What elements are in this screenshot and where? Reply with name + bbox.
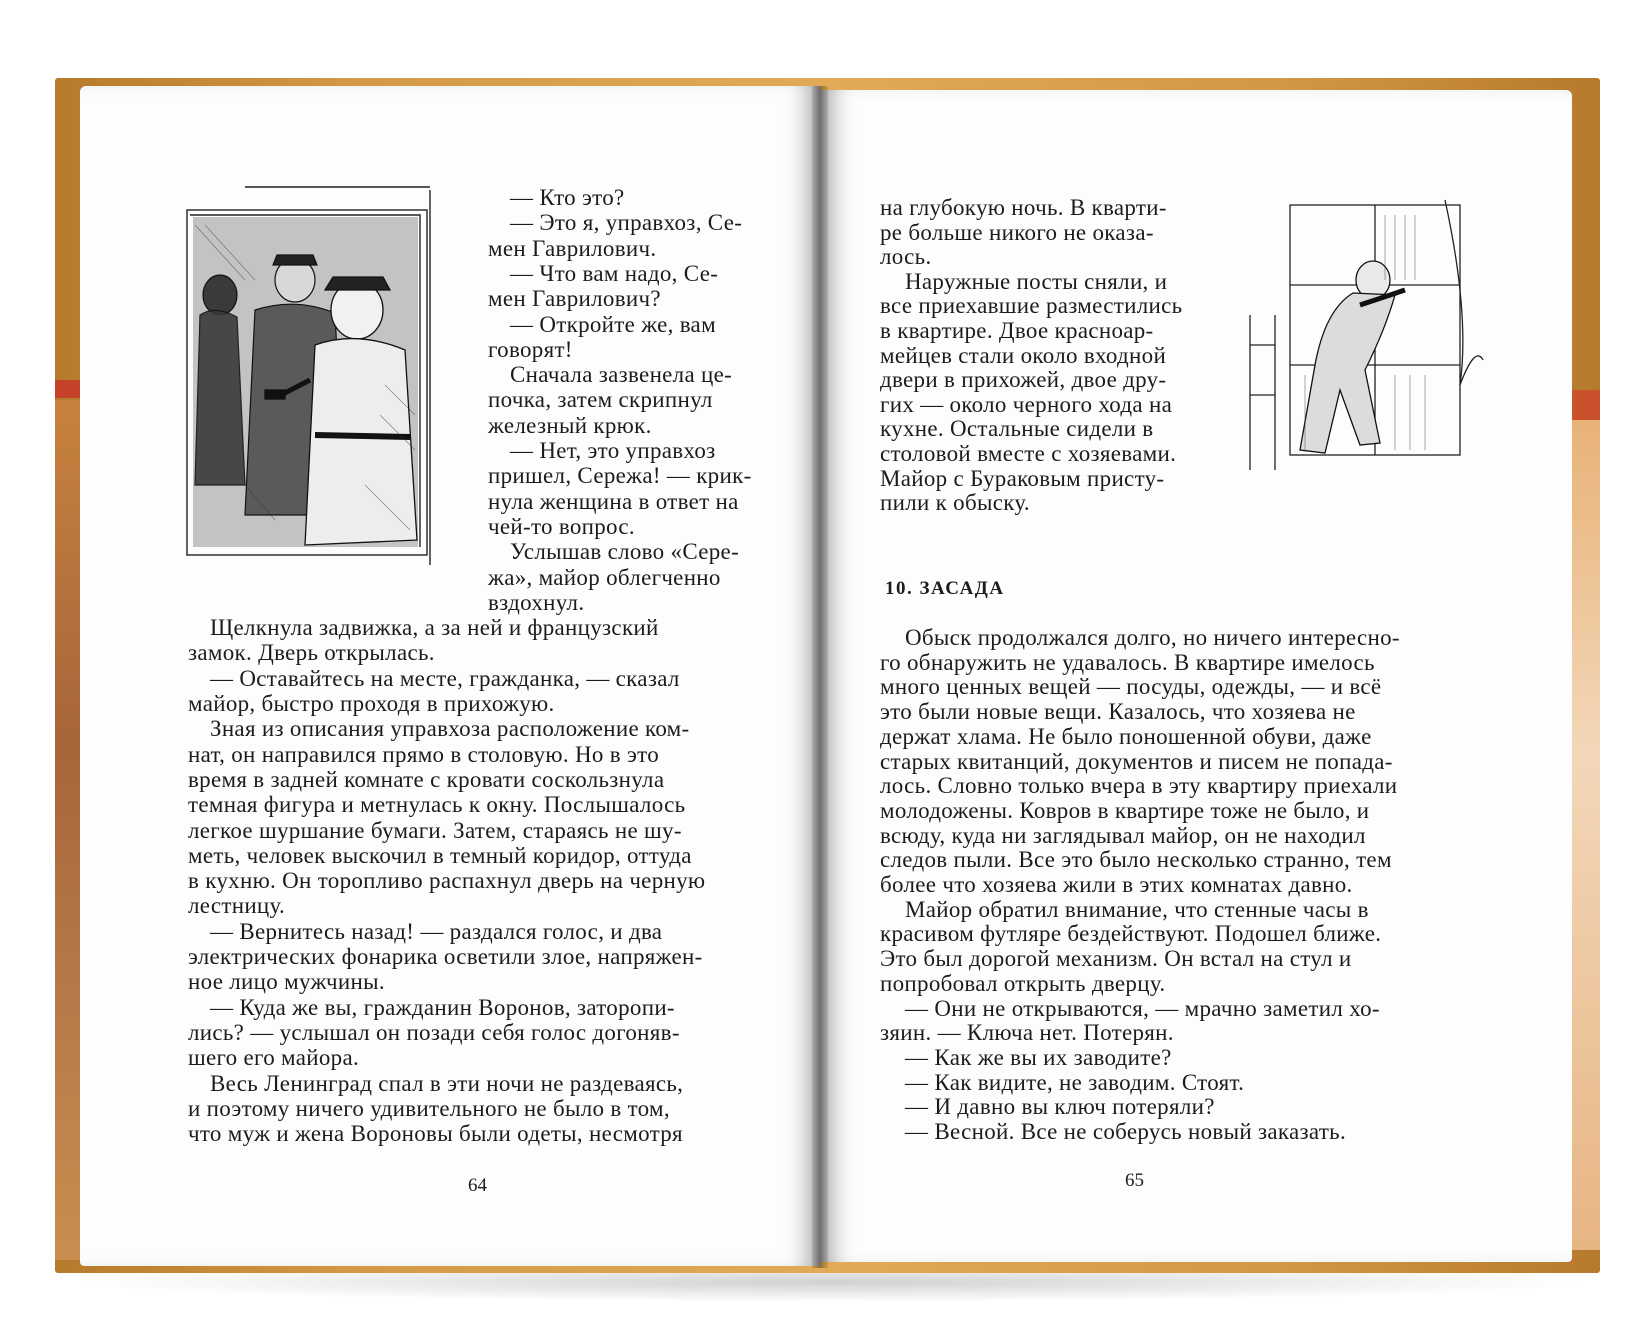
text-line: — Нет, это управхоз [510, 438, 716, 463]
text-line: говорят! [488, 336, 573, 362]
page-number-right: 65 [1125, 1170, 1144, 1191]
text-line: и поэтому ничего удивительного не было в том, [188, 1095, 670, 1121]
text-line: лестницу. [188, 893, 286, 919]
text-line: нат, он направился прямо в столовую. Но в это [188, 741, 659, 767]
text-line: Весь Ленинград спал в эти ночи не раздеваясь, [210, 1070, 684, 1096]
text-line: всюду, куда ни заглядывал майор, он не находил [880, 822, 1366, 848]
text-line: Щелкнула задвижка, а за ней и французский [210, 615, 659, 641]
text-line: старых квитанций, документов и писем не попада- [880, 748, 1393, 774]
text-line: замок. Дверь открылась. [188, 640, 435, 666]
cover-left-edge [55, 400, 81, 1260]
text-line: — Кто это? [510, 185, 625, 210]
text-line: Майор обратил внимание, что стенные часы в [905, 896, 1369, 922]
text-line: пришел, Сережа! — крик- [488, 463, 752, 489]
text-line: Зная из описания управхоза расположение ком- [210, 716, 690, 742]
text-line: ное лицо мужчины. [188, 969, 385, 995]
text-line: это были новые вещи. Казалось, что хозяева не [880, 699, 1356, 725]
text-line: — Весной. Все не соберусь новый заказать. [905, 1119, 1347, 1144]
text-line: более что хозяева жили в этих комнатах давно. [880, 872, 1353, 897]
text-line: следов пыли. Все это было несколько странно, тем [880, 847, 1392, 873]
text-line: Это был дорогой механизм. Он встал на стул и [880, 946, 1352, 972]
cover-right-edge [1568, 420, 1600, 1250]
text-line: лись? — услышал он позади себя голос догоняв- [188, 1019, 680, 1045]
text-line: — Вернитесь назад! — раздался голос, и два [210, 918, 663, 944]
illustration-officers-at-door [185, 185, 470, 580]
chapter-heading: 10. ЗАСАДА [885, 578, 1005, 599]
text-line: Обыск продолжался долго, но ничего интересно- [905, 625, 1400, 650]
text-line: мен Гаврилович? [488, 286, 661, 312]
illustration-man-at-window [1245, 195, 1485, 480]
text-line: мейцев стали около входной [880, 342, 1167, 368]
text-line: шего его майора. [188, 1045, 360, 1071]
text-line: го обнаружить не удавалось. В квартире имелось [880, 649, 1375, 675]
text-line: пили к обыску. [880, 490, 1030, 516]
text-line: чей-то вопрос. [488, 513, 635, 539]
text-line: Наружные посты сняли, и [905, 268, 1168, 294]
text-line: — Они не открываются, — мрачно заметил хо- [905, 995, 1380, 1021]
text-line: майор, быстро проходя в прихожую. [188, 691, 555, 716]
text-line: в кухню. Он торопливо распахнул дверь на черную [188, 868, 706, 894]
text-line: молодожены. Ковров в квартире тоже не было, и [880, 797, 1370, 823]
text-line: столовой вместе с хозяевами. [880, 441, 1177, 466]
text-line: держат хлама. Не было поношенной обуви, даже [880, 723, 1372, 749]
text-line: все приехавшие разместились [880, 293, 1183, 319]
text-line: — Это я, управхоз, Се- [510, 210, 743, 236]
text-line: темная фигура и метнулась к окну. Послышалось [188, 792, 686, 818]
text-line: лось. Словно только вчера в эту квартиру приехали [880, 773, 1398, 799]
text-line: много ценных вещей — посуды, одежды, — и всё [880, 674, 1382, 700]
cover-left-stripe [55, 380, 81, 398]
text-line: меть, человек выскочил в темный коридор, оттуда [188, 842, 692, 868]
text-line: гих — около черного хода на [880, 391, 1173, 417]
text-line: красивом футляре бездействуют. Подошел ближе. [880, 921, 1382, 947]
text-line: железный крюк. [488, 412, 652, 438]
text-line: — Откройте же, вам [510, 311, 716, 337]
text-line: в квартире. Двое красноар- [880, 318, 1154, 343]
text-line: на глубокую ночь. В кварти- [880, 195, 1167, 220]
text-line: что муж и жена Вороновы были одеты, несмотря [188, 1121, 683, 1147]
text-line: жа», майор облегченно [488, 564, 721, 590]
page-number-left: 64 [468, 1175, 487, 1196]
text-line: почка, затем скрипнул [488, 387, 713, 413]
text-line: — Оставайтесь на месте, гражданка, — сказал [210, 665, 680, 691]
text-line: — Как же вы их заводите? [905, 1044, 1172, 1070]
text-line: двери в прихожей, двое дру- [880, 367, 1167, 393]
text-line: — Что вам надо, Се- [510, 260, 719, 286]
text-line: вздохнул. [488, 589, 585, 615]
text-line: — Куда же вы, гражданин Воронов, заторопи- [210, 994, 675, 1020]
text-line: Услышав слово «Сере- [510, 539, 740, 565]
text-line: — Как видите, не заводим. Стоят. [905, 1069, 1245, 1095]
text-line: лось. [880, 244, 932, 270]
text-line: зяин. — Ключа нет. Потерян. [880, 1020, 1174, 1046]
text-line: Сначала зазвенела це- [510, 362, 733, 388]
text-line: нула женщина в ответ на [488, 488, 739, 514]
text-line: — И давно вы ключ потеряли? [905, 1094, 1215, 1120]
text-line: попробовал открыть дверцу. [880, 970, 1166, 996]
book-gutter [812, 86, 828, 1268]
text-line: электрических фонарика осветили злое, напряжен- [188, 944, 703, 969]
text-line: Майор с Бураковым присту- [880, 465, 1165, 491]
text-line: время в задней комнате с кровати соскользнула [188, 766, 665, 792]
text-line: легкое шуршание бумаги. Затем, стараясь не шу- [188, 817, 682, 843]
text-line: кухне. Остальные сидели в [880, 416, 1154, 442]
text-line: ре больше никого не оказа- [880, 219, 1154, 245]
text-line: мен Гаврилович. [488, 235, 657, 261]
